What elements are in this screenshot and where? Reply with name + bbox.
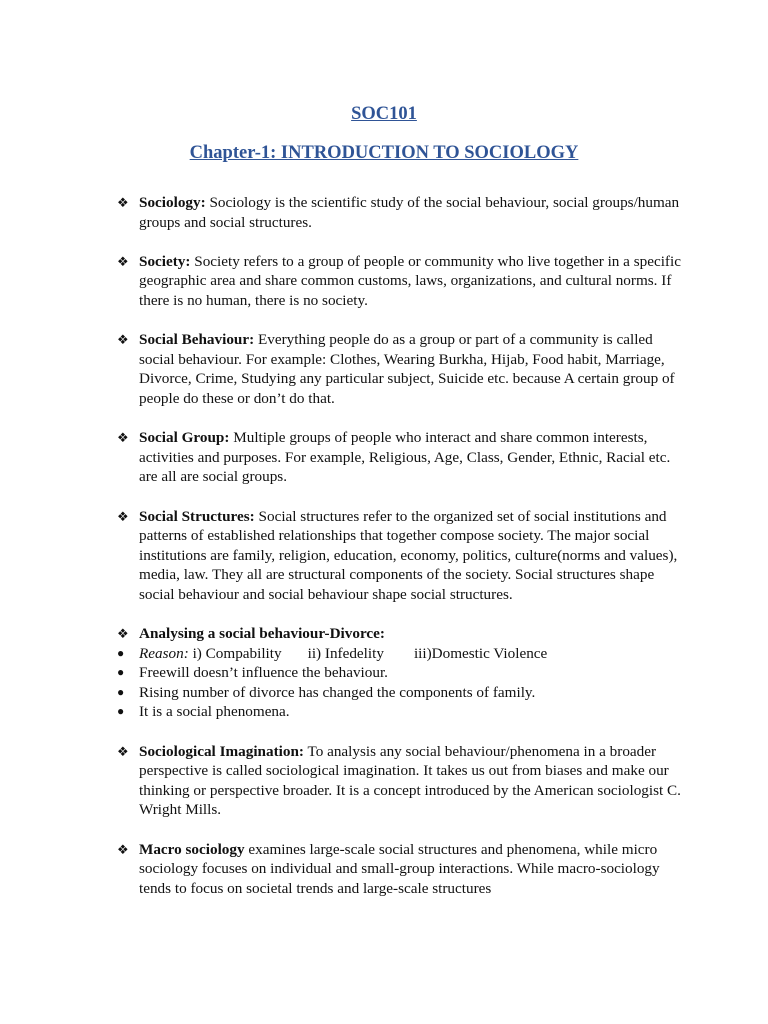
list-item-reasons <box>117 644 687 664</box>
diamond-bullet-icon: ❖ <box>117 332 129 348</box>
definition-text: Multiple groups of people who interact and share common interests, activities and purposes. For example, Religious, Age, Class, Gender, Ethnic, Racial etc. are all are social groups. <box>139 429 671 486</box>
diamond-bullet-icon: ❖ <box>117 626 129 642</box>
term-label: Social Behaviour: <box>139 331 255 349</box>
list-item-text: Freewill doesn’t influence the behaviour. <box>139 664 388 682</box>
round-bullet-icon: ● <box>117 645 125 660</box>
term-label: Social Group: <box>139 429 230 447</box>
round-bullet-icon: ● <box>117 684 125 699</box>
diamond-bullet-icon: ❖ <box>117 743 129 759</box>
definition-text: Society refers to a group of people or community who live together in a specific geographic area and share common customs, laws, organizations, and cultural norms. If there is no human, there is no society. <box>139 252 681 309</box>
term-label: Sociological Imagination: <box>139 742 304 760</box>
section-society <box>117 252 687 311</box>
diamond-bullet-icon: ❖ <box>117 841 129 857</box>
diamond-bullet-icon: ❖ <box>117 253 129 269</box>
reason-one: i) Compability <box>188 644 282 662</box>
section-macro-sociology <box>117 840 687 899</box>
term-label: Sociology: <box>139 194 206 211</box>
list-item <box>117 683 687 703</box>
chapter-title: Chapter-1: INTRODUCTION TO SOCIOLOGY <box>189 143 579 163</box>
section-social-group <box>117 428 687 487</box>
section-social-behaviour <box>117 330 687 408</box>
section-social-structures <box>117 507 687 605</box>
list-item-text: It is a social phenomena. <box>139 703 290 721</box>
course-code-title: SOC101 <box>351 104 417 124</box>
definition-text: To analysis any social behaviour/phenomena in a broader perspective is called sociological imagination. It takes us out from biases and make our thinking or perspective broader. It is a concept introduced by the American sociologist C. Wright Mills. <box>139 742 681 819</box>
round-bullet-icon: ● <box>117 704 125 719</box>
round-bullet-icon: ● <box>117 665 125 680</box>
section-sociology <box>117 193 687 232</box>
definition-text: Everything people do as a group or part of a community is called social behaviour. For example: Clothes, Wearing Burkha, Hijab, Food habit, Marriage, Divorce, Crime, Studying any particular subject, Suicide etc. because A certain group of people do these or don’t do that. <box>139 331 675 407</box>
diamond-bullet-icon: ❖ <box>117 430 129 446</box>
term-label: Social Structures: <box>139 507 255 525</box>
definition-text: Social structures refer to the organized set of social institutions and patterns of established relationships that together compose society. The major social institutions are family, religion, education, economy, politics, culture(norms and values), media, law. They all are structural components of the society. Social structures shape social behaviour and social behaviour shape social structures. <box>139 507 678 603</box>
definition-text: Sociology is the scientific study of the social behaviour, social groups/human groups and social structures. <box>139 194 680 231</box>
term-label: Analysing a social behaviour-Divorce: <box>139 625 385 643</box>
reason-label: Reason: <box>139 644 189 662</box>
reason-two: ii) Infedelity <box>307 644 384 662</box>
list-item <box>117 663 687 683</box>
diamond-bullet-icon: ❖ <box>117 508 129 524</box>
reason-three: iii)Domestic Violence <box>413 644 548 662</box>
definition-text: examines large-scale social structures and phenomena, while micro sociology focuses on individual and small-group interactions. While macro-sociology tends to focus on societal trends and large-scale structures <box>139 840 660 897</box>
document-body <box>117 193 687 898</box>
list-item <box>117 702 687 722</box>
list-item-text: Rising number of divorce has changed the components of family. <box>139 683 536 701</box>
section-sociological-imagination <box>117 742 687 820</box>
section-analysing-divorce <box>117 624 687 644</box>
diamond-bullet-icon: ❖ <box>117 195 129 210</box>
term-label: Macro sociology <box>139 840 245 858</box>
term-label: Society: <box>139 252 191 270</box>
